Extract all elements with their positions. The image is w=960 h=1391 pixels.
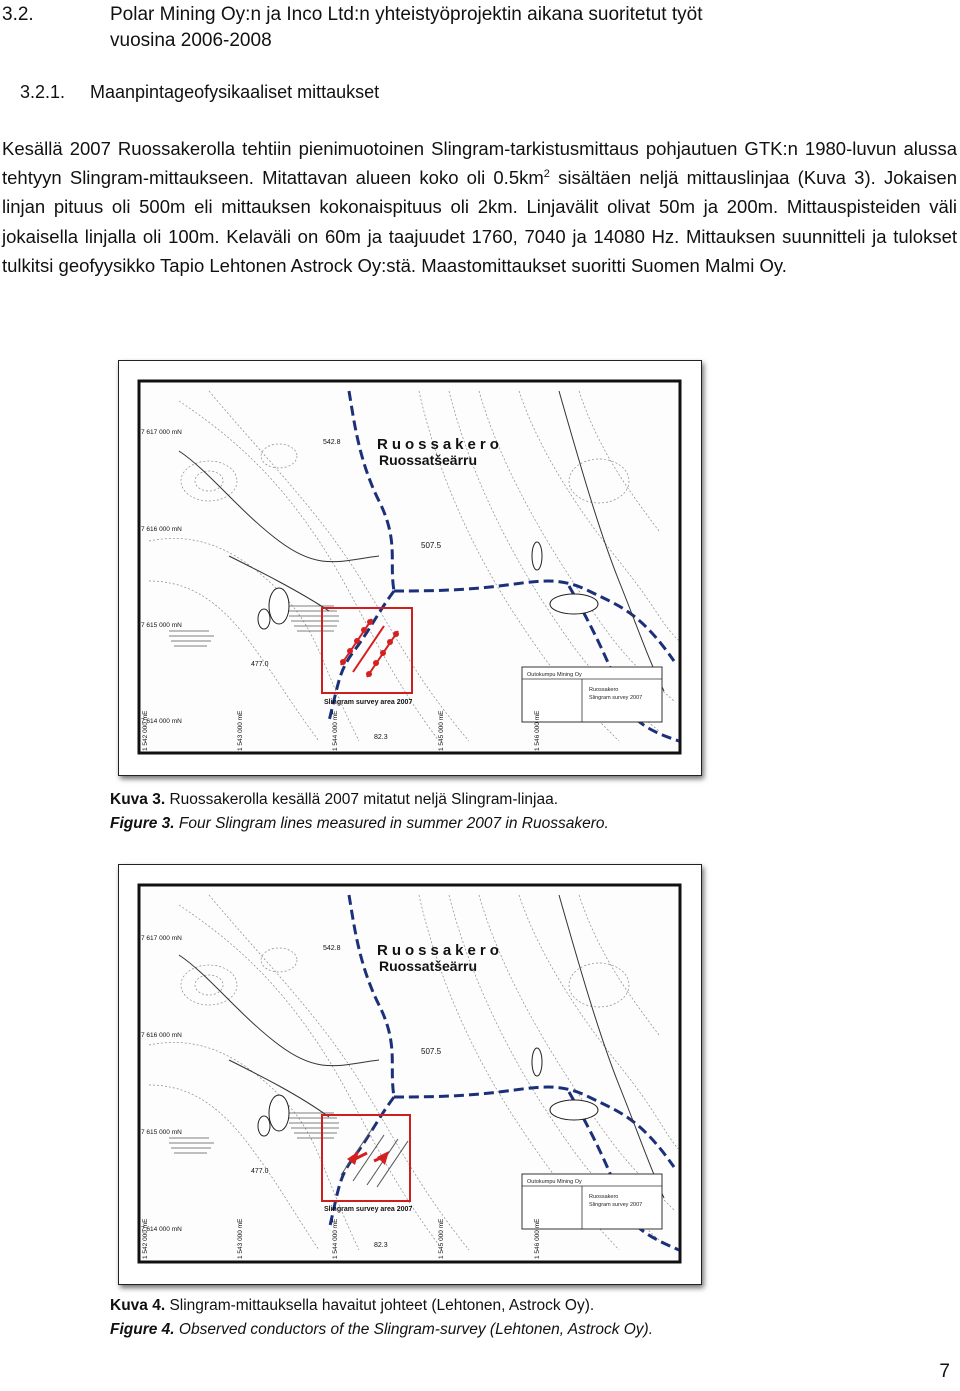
figure-4-text-en: Observed conductors of the Slingram-survey (Lehtonen, Astrock Oy).	[174, 1321, 654, 1338]
figure-4-map	[118, 864, 702, 1285]
figure-3-map	[118, 360, 702, 776]
figure-3-text-en: Four Slingram lines measured in summer 2007 in Ruossakero.	[174, 815, 609, 832]
paragraph-part1: Kesällä 2007 Ruossakerolla tehtiin pienimuotoinen Slingram-tarkistusmittaus pohjautuen GTK:n 1980-luvun alussa tehtyyn Slingram-mittaukseen. Mitattavan alueen koko oli 0.5km	[2, 138, 957, 189]
map-easting-5: 1 546 000 mE	[534, 710, 541, 751]
figure-3-map-graphic	[119, 361, 701, 775]
heading-3-2-line1: Polar Mining Oy:n ja Inco Ltd:n yhteistyöprojektin aikana suoritetut työt	[110, 4, 703, 25]
map-easting-1: 1 542 000 mE	[142, 710, 149, 751]
map-legend-site: Ruossakero	[589, 687, 619, 693]
map4-northing-2: 7 616 000 mN	[141, 1032, 182, 1039]
map4-easting-4: 1 545 000 mE	[438, 1218, 445, 1259]
map4-easting-2: 1 543 000 mE	[237, 1218, 244, 1259]
map4-legend-company: Outokumpu Mining Oy	[527, 1179, 582, 1185]
heading-3-2-number: 3.2.	[2, 4, 34, 25]
heading-3-2-1-title: Maanpintageofysikaaliset mittaukset	[90, 82, 380, 102]
figure-3-label-en: Figure 3.	[110, 815, 175, 832]
map4-legend-survey: Slingram survey 2007	[589, 1202, 643, 1208]
figure-4-map-graphic	[119, 865, 701, 1284]
map-title-ruossakero: Ruossakero	[377, 436, 503, 453]
figure-4-caption-fi	[110, 1294, 870, 1318]
map4-easting-1: 1 542 000 mE	[142, 1218, 149, 1259]
map-northing-3: 7 615 000 mN	[141, 622, 182, 629]
figure-4-label-en: Figure 4.	[110, 1321, 175, 1338]
map4-survey-area-label: Slingram survey area 2007	[324, 1206, 413, 1213]
map4-height-2: 507.5	[421, 1047, 442, 1056]
figure-3-text-fi: Ruossakerolla kesällä 2007 mitatut neljä Slingram-linjaa.	[165, 791, 559, 808]
body-paragraph	[2, 134, 957, 280]
figure-4-caption-en	[110, 1318, 870, 1342]
figure-4-label-fi: Kuva 4.	[110, 1297, 166, 1314]
figure-3-caption	[110, 788, 870, 836]
map4-title-saami: Ruossatšeärru	[379, 958, 478, 974]
map-northing-4: 7 614 000 mN	[141, 718, 182, 725]
map4-easting-3: 1 544 000 mE	[332, 1218, 339, 1259]
map-easting-2: 1 543 000 mE	[237, 710, 244, 751]
map4-legend-site: Ruossakero	[589, 1194, 619, 1200]
map-survey-area-label: Slingram survey area 2007	[324, 699, 413, 706]
map4-easting-5: 1 546 000 mE	[534, 1218, 541, 1259]
figure-4-caption	[110, 1294, 870, 1342]
paragraph-superscript: 2	[543, 168, 550, 181]
heading-3-2-line2: vuosina 2006-2008	[110, 30, 272, 51]
map-northing-2: 7 616 000 mN	[141, 526, 182, 533]
map4-northing-3: 7 615 000 mN	[141, 1129, 182, 1136]
map4-height-4: 82.3	[374, 1242, 388, 1249]
figure-3-label-fi: Kuva 3.	[110, 791, 166, 808]
paragraph-part2: sisältäen neljä mittauslinjaa (Kuva 3). Jokaisen linjan pituus oli 500m eli mittauksen kokonaispituus oli 2km. Linjavälit olivat 50m ja 200m. Mittauspisteiden väli jokaisella linjalla oli 100m. Kelaväli on 60m ja taajuudet 1760, 7040 ja 14080 Hz. Mittauksen suunnitteli ja tulokset tulkitsi geofyysikko Tapio Lehtonen Astrock Oy:stä. Maastomittaukset suoritti Suomen Malmi Oy.	[2, 167, 957, 276]
map4-northing-1: 7 617 000 mN	[141, 935, 182, 942]
map4-height-1: 542.8	[323, 945, 341, 952]
map-height-4: 82.3	[374, 734, 388, 741]
figure-3-caption-en	[110, 812, 870, 836]
map-northing-1: 7 617 000 mN	[141, 429, 182, 436]
page-number: 7	[939, 1361, 950, 1382]
map4-height-3: 477.0	[251, 1168, 269, 1175]
map-legend-company: Outokumpu Mining Oy	[527, 672, 582, 678]
map-height-3: 477.0	[251, 661, 269, 668]
map-easting-4: 1 545 000 mE	[438, 710, 445, 751]
heading-3-2-title	[110, 2, 810, 54]
map-legend-survey: Slingram survey 2007	[589, 695, 643, 701]
figure-4-text-fi: Slingram-mittauksella havaitut johteet (Lehtonen, Astrock Oy).	[165, 1297, 595, 1314]
figure-3-caption-fi	[110, 788, 870, 812]
map4-title-ruossakero: Ruossakero	[377, 942, 503, 959]
map-height-1: 542.8	[323, 439, 341, 446]
map-height-2: 507.5	[421, 541, 442, 550]
map-easting-3: 1 544 000 mE	[332, 710, 339, 751]
map4-northing-4: 7 614 000 mN	[141, 1226, 182, 1233]
heading-3-2-1-number: 3.2.1.	[20, 82, 66, 102]
map-title-saami: Ruossatšeärru	[379, 452, 478, 468]
